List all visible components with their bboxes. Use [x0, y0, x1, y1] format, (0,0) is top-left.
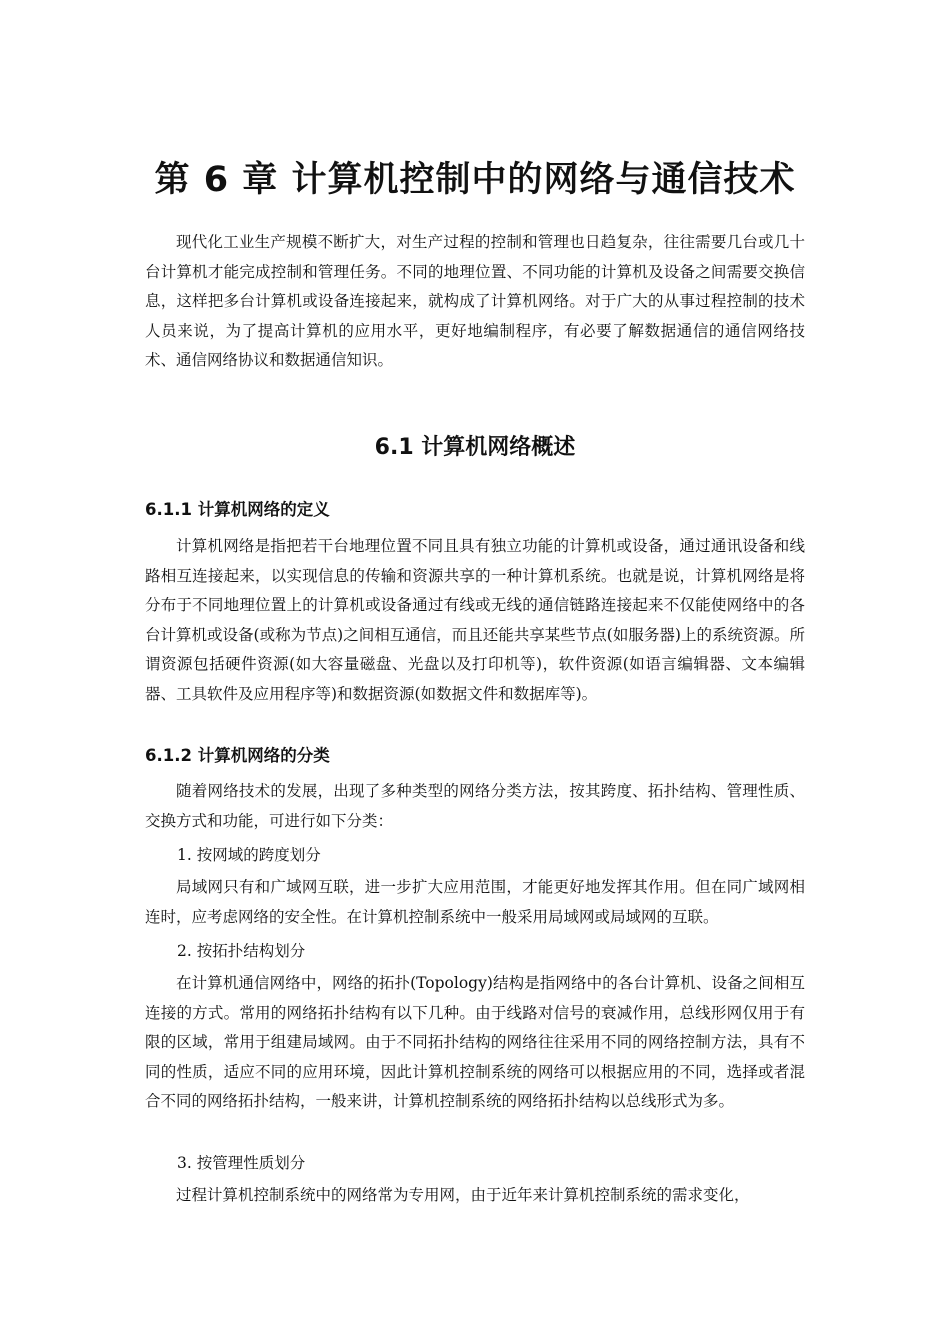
definition-paragraph: 计算机网络是指把若干台地理位置不同且具有独立功能的计算机或设备，通过通讯设备和线路相互连接起来，以实现信息的传输和资源共享的一种计算机系统。也就是说，计算机网络是将分布于不同地理位置上的计算机或设备通过有线或无线的通信链路连接起来不仅能使网络中的各台计算机或设备(或称为节点)之间相互通信，而且还能共享某些节点(如服务器)上的系统资源。所谓资源包括硬件资源(如大容量磁盘、光盘以及打印机等)，软件资源(如语言编辑器、文本编辑器、工具软件及应用程序等)和数据资源(如数据文件和数据库等)。 [145, 537, 805, 703]
span-paragraph: 局域网只有和广域网互联，进一步扩大应用范围，才能更好地发挥其作用。但在同广域网相连时，应考虑网络的安全性。在计算机控制系统中一般采用局域网或局域网的互联。 [145, 878, 805, 926]
management-paragraph: 过程计算机控制系统中的网络常为专用网，由于近年来计算机控制系统的需求变化， [176, 1186, 750, 1204]
list-item-topology: 2. 按拓扑结构划分 [177, 942, 306, 960]
subsection-title-definition: 6.1.1 计算机网络的定义 [145, 500, 330, 519]
chapter-title: 第 6 章 计算机控制中的网络与通信技术 [154, 160, 796, 200]
list-item-management: 3. 按管理性质划分 [177, 1154, 306, 1172]
subsection-title-classification: 6.1.2 计算机网络的分类 [145, 746, 330, 765]
section-title: 6.1 计算机网络概述 [374, 435, 576, 460]
chapter-intro-paragraph: 现代化工业生产规模不断扩大，对生产过程的控制和管理也日趋复杂，往往需要几台或几十台计算机才能完成控制和管理任务。不同的地理位置、不同功能的计算机及设备之间需要交换信息，这样把多台计算机或设备连接起来，就构成了计算机网络。对于广大的从事过程控制的技术人员来说，为了提高计算机的应用水平，更好地编制程序，有必要了解数据通信的通信网络技术、通信网络协议和数据通信知识。 [145, 233, 805, 369]
classification-intro-paragraph: 随着网络技术的发展，出现了多种类型的网络分类方法，按其跨度、拓扑结构、管理性质、交换方式和功能，可进行如下分类： [145, 782, 805, 830]
list-item-span: 1. 按网域的跨度划分 [177, 846, 321, 864]
topology-paragraph: 在计算机通信网络中，网络的拓扑(Topology)结构是指网络中的各台计算机、设备之间相互连接的方式。常用的网络拓扑结构有以下几种。由于线路对信号的衰减作用，总线形网仅用于有限的区域，常用于组建局域网。由于不同拓扑结构的网络往往采用不同的网络控制方法，具有不同的性质，适应不同的应用环境，因此计算机控制系统的网络可以根据应用的不同，选择或者混合不同的网络拓扑结构，一般来讲，计算机控制系统的网络拓扑结构以总线形式为多。 [145, 974, 805, 1110]
